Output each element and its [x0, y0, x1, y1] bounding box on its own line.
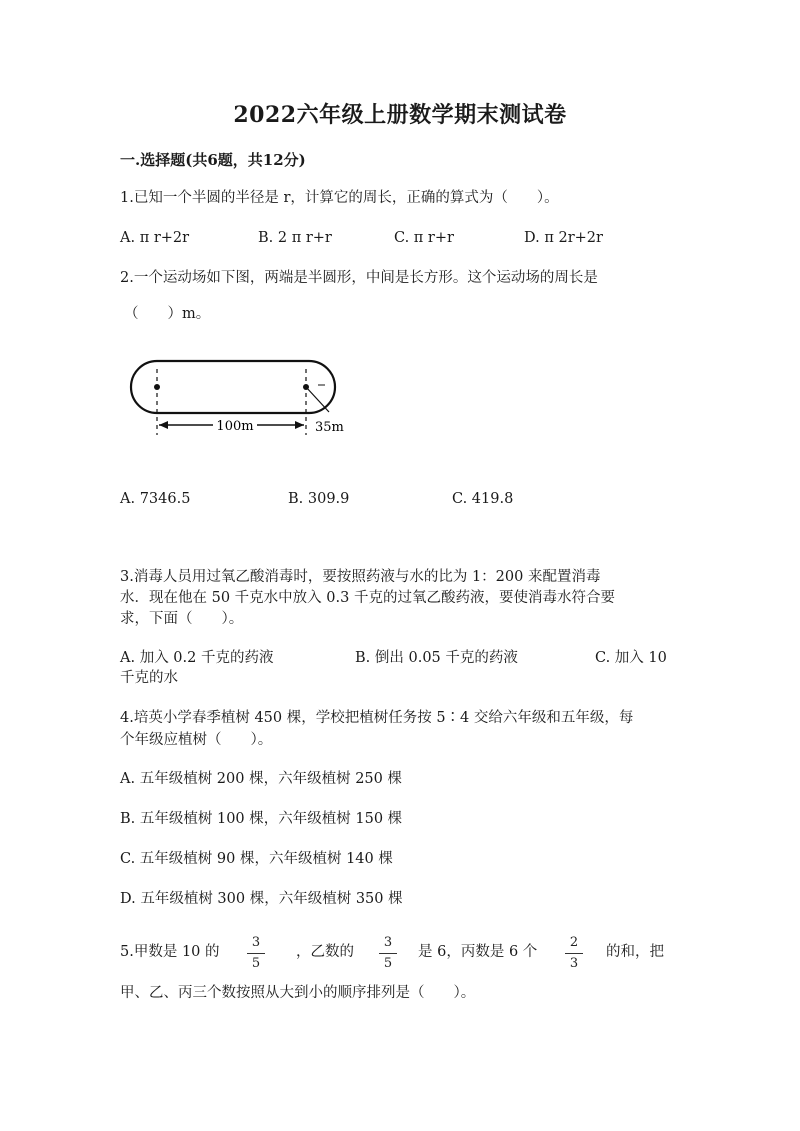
- fraction-two-thirds: [562, 935, 586, 972]
- question-2-option-c: C. 419.8: [452, 491, 514, 507]
- question-1-option-a: A. π r+2r: [120, 230, 190, 246]
- question-3-option-b: B. 倒出 0.05 千克的药液: [355, 650, 518, 666]
- fraction-denominator: 5: [251, 956, 261, 971]
- fraction-three-fifths-a: [244, 935, 268, 972]
- question-2-option-b: B. 309.9: [288, 491, 350, 507]
- question-3-option-c-continued: 千克的水: [120, 670, 178, 686]
- stadium-figure: [125, 355, 355, 440]
- left-arrowhead: [159, 421, 168, 429]
- question-3-stem-line3: 求，下面（ ）。: [120, 611, 244, 627]
- question-2-stem-line1: 2.一个运动场如下图，两端是半圆形，中间是长方形。这个运动场的周长是: [120, 270, 598, 286]
- question-4-stem-line2: 个年级应植树（ ）。: [120, 732, 273, 748]
- fraction-numerator: 3: [251, 935, 261, 950]
- question-1-option-b: B. 2 π r+r: [258, 230, 332, 246]
- radius-label: 35m: [315, 420, 344, 435]
- question-5-stem-line2: 甲、乙、丙三个数按照从大到小的顺序排列是（ ）。: [120, 985, 476, 1001]
- radius-line: [306, 387, 329, 412]
- question-4-option-c: C. 五年级植树 90 棵，六年级植树 140 棵: [120, 851, 393, 867]
- question-2-stem-line2: （ ）m。: [124, 306, 211, 322]
- fraction-numerator: 2: [569, 935, 579, 950]
- question-5-part1: 5.甲数是 10 的: [120, 944, 220, 960]
- question-5-part3: 是 6，丙数是 6 个: [418, 944, 538, 960]
- question-3-option-a: A. 加入 0.2 千克的药液: [120, 650, 274, 666]
- question-5-part2: ，乙数的: [296, 944, 354, 960]
- section-heading: 一.选择题(共6题，共12分): [120, 151, 306, 169]
- length-label: 100m: [216, 419, 254, 434]
- question-3-option-c: C. 加入 10: [595, 650, 667, 666]
- question-3-stem-line1: 3.消毒人员用过氧乙酸消毒时，要按照药液与水的比为 1：200 来配置消毒: [120, 569, 601, 585]
- question-1-stem: 1.已知一个半圆的半径是 r，计算它的周长，正确的算式为（ ）。: [120, 190, 559, 206]
- fraction-numerator: 3: [383, 935, 393, 950]
- page-title: 2022六年级上册数学期末测试卷: [233, 102, 567, 128]
- question-2-option-a: A. 7346.5: [120, 491, 191, 507]
- fraction-three-fifths-b: [376, 935, 400, 972]
- question-1-option-c: C. π r+r: [394, 230, 454, 246]
- question-4-option-b: B. 五年级植树 100 棵，六年级植树 150 棵: [120, 811, 403, 827]
- left-center-point: [154, 384, 160, 390]
- fraction-denominator: 3: [569, 956, 579, 971]
- question-4-stem-line1: 4.培英小学春季植树 450 棵，学校把植树任务按 5∶4 交给六年级和五年级，每: [120, 710, 634, 726]
- question-1-option-d: D. π 2r+2r: [524, 230, 603, 246]
- question-3-stem-line2: 水．现在他在 50 千克水中放入 0.3 千克的过氧乙酸药液，要使消毒水符合要: [120, 590, 615, 606]
- fraction-denominator: 5: [383, 956, 393, 971]
- question-5-part4: 的和，把: [606, 944, 664, 960]
- right-arrowhead: [295, 421, 304, 429]
- question-4-option-d: D. 五年级植树 300 棵，六年级植树 350 棵: [120, 891, 403, 907]
- question-4-option-a: A. 五年级植树 200 棵，六年级植树 250 棵: [120, 771, 402, 787]
